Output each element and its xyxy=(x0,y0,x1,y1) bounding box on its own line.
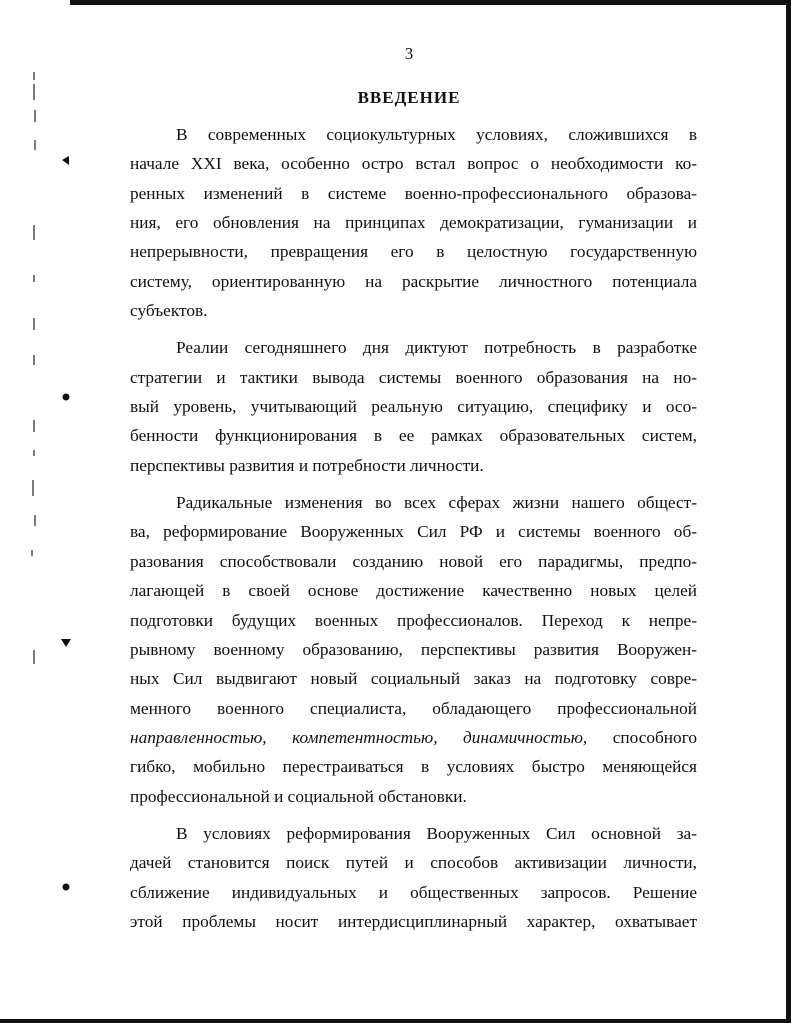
section-heading: ВВЕДЕНИЕ xyxy=(357,88,461,107)
italic-word: компетентностью, xyxy=(292,727,438,747)
text-line: ных Сил выдвигают новый социальный заказ на подготовку совре- xyxy=(130,669,697,689)
text-line: Реалии сегодняшнего дня диктуют потребность в разработке xyxy=(176,338,697,358)
text-line: этой проблемы носит интердисциплинарный характер, охватывает xyxy=(130,911,697,931)
text-line-italic xyxy=(130,723,697,752)
text-line: непрерывности, превращения его в целостную государственную xyxy=(130,242,697,262)
scan-border-right xyxy=(786,0,791,1023)
italic-word: динамичностью, xyxy=(463,727,588,747)
paragraph xyxy=(130,120,697,325)
text-line: Радикальные изменения во всех сферах жизни нашего общест- xyxy=(176,493,697,513)
scan-border-top xyxy=(70,0,791,5)
paragraph xyxy=(130,333,697,480)
text-line: стратегии и тактики вывода системы военного образования на но- xyxy=(130,367,697,387)
text-line: вый уровень, учитывающий реальную ситуацию, специфику и осо- xyxy=(130,397,697,417)
scan-border-bottom xyxy=(0,1019,791,1023)
text-line: перспективы развития и потребности личности. xyxy=(130,455,484,475)
paragraph xyxy=(130,819,697,936)
italic-word: направленностью, xyxy=(130,727,267,747)
text-line: разования способствовали созданию новой его парадигмы, предпо- xyxy=(130,551,697,571)
text-line: бенности функционирования в ее рамках образовательных систем, xyxy=(130,426,697,446)
text-line: В условиях реформирования Вооруженных Сил основной за- xyxy=(176,823,697,843)
text-line: дачей становится поиск путей и способов активизации личности, xyxy=(130,853,697,873)
text-line: менного военного специалиста, обладающего профессиональной xyxy=(130,698,697,718)
text-line: рывному военному образованию, перспективы развития Вооружен- xyxy=(130,639,697,659)
text-line: подготовки будущих военных профессионалов. Переход к непре- xyxy=(130,610,697,630)
paragraph xyxy=(130,488,697,811)
text-line: ния, его обновления на принципах демократизации, гуманизации и xyxy=(130,213,697,233)
text-line: лагающей в своей основе достижение качественно новых целей xyxy=(130,581,697,601)
text-word: способного xyxy=(612,727,697,747)
text-line: ва, реформирование Вооруженных Сил РФ и системы военного об- xyxy=(130,522,697,542)
body-text xyxy=(130,120,697,944)
page-number: 3 xyxy=(404,44,414,63)
text-line: систему, ориентированную на раскрытие личностного потенциала xyxy=(130,271,697,291)
text-line: сближение индивидуальных и общественных запросов. Решение xyxy=(130,882,697,902)
text-line: ренных изменений в системе военно-профессионального образова- xyxy=(130,183,697,203)
text-line: субъектов. xyxy=(130,301,208,321)
text-line: В современных социокультурных условиях, сложившихся в xyxy=(176,125,697,144)
text-line: начале XXI века, особенно остро встал вопрос о необходимости ко- xyxy=(130,154,697,174)
scan-margin-marks xyxy=(0,0,80,1023)
text-line: гибко, мобильно перестраиваться в условиях быстро меняющейся xyxy=(130,757,697,777)
text-line: профессиональной и социальной обстановки. xyxy=(130,786,467,806)
